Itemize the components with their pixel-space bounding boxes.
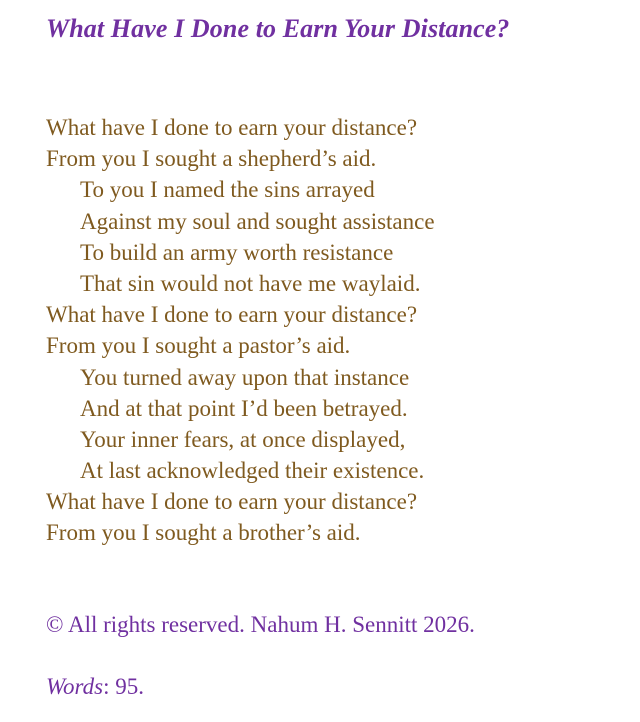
copyright-notice: © All rights reserved. Nahum H. Sennitt 2026. — [46, 612, 475, 637]
poem-line: Your inner fears, at once displayed, — [80, 426, 406, 452]
poem-line: You turned away upon that instance — [80, 364, 410, 390]
poem-line: That sin would not have me waylaid. — [80, 270, 421, 296]
poem-line: What have I done to earn your distance? — [46, 489, 418, 515]
poem-line: Against my soul and sought assistance — [80, 208, 435, 234]
word-count-label: Words — [46, 674, 104, 699]
poem-line: And at that point I’d been betrayed. — [80, 395, 408, 421]
poem-line: From you I sought a shepherd’s aid. — [46, 146, 377, 172]
word-count-value: : 95. — [103, 674, 144, 699]
word-count — [46, 674, 144, 700]
poem-line: What have I done to earn your distance? — [46, 115, 418, 140]
poem-line: From you I sought a pastor’s aid. — [46, 333, 351, 359]
poem-line: To build an army worth resistance — [80, 239, 394, 265]
poem-line: What have I done to earn your distance? — [46, 302, 418, 328]
poem-body — [46, 112, 435, 549]
poem-line: From you I sought a brother’s aid. — [46, 520, 361, 546]
poem-line: To you I named the sins arrayed — [80, 177, 375, 203]
poem-line: At last acknowledged their existence. — [80, 458, 425, 484]
poem-title: What Have I Done to Earn Your Distance? — [46, 14, 510, 43]
